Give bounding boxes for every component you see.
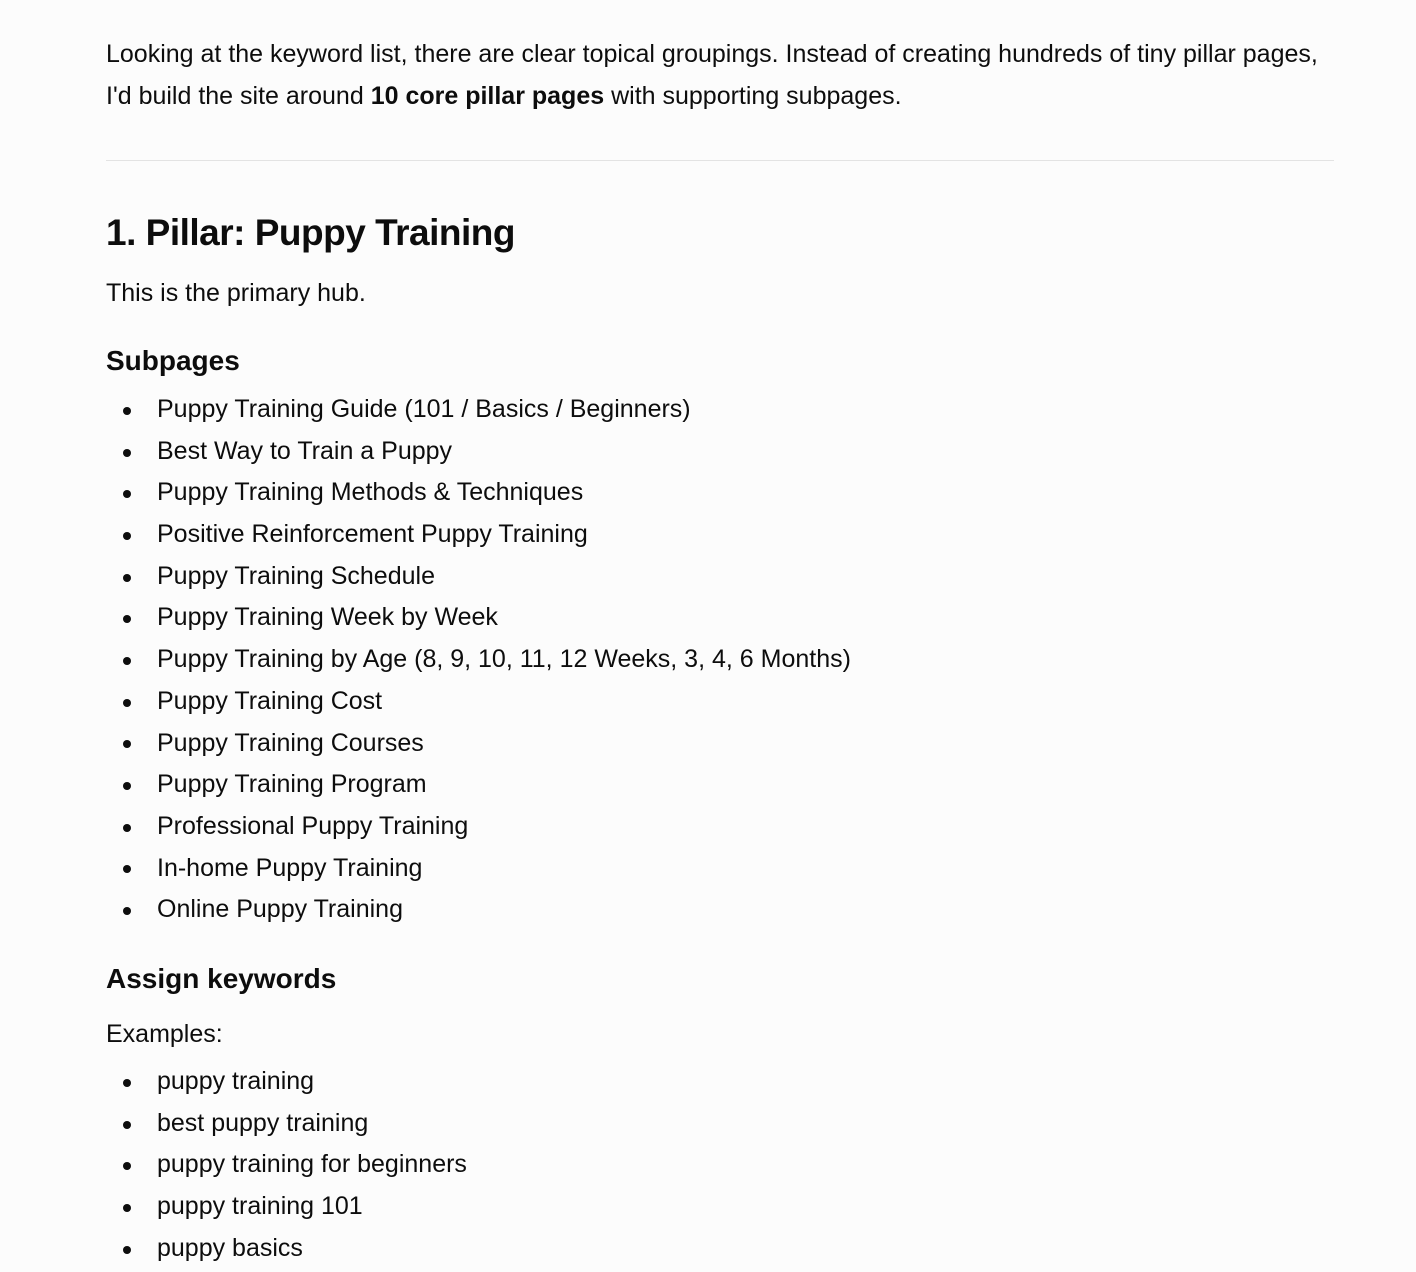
subpage-item [106,723,851,765]
intro-bold-text: 10 core pillar pages [370,82,605,110]
bullet-icon [123,1204,131,1212]
bullet-icon [123,824,131,832]
subpage-item [106,597,851,639]
pillar-description: This is the primary hub. [106,279,366,307]
subpage-item-label: Puppy Training Program [157,770,427,799]
keywords-list [106,1061,467,1269]
subpage-item [106,889,851,931]
bullet-icon [123,1246,131,1254]
bullet-icon [123,782,131,790]
bullet-icon [123,1162,131,1170]
keyword-item [106,1061,467,1103]
bullet-icon [123,490,131,498]
subpage-item-label: In-home Puppy Training [157,853,423,882]
subpage-item [106,639,851,681]
bullet-icon [123,615,131,623]
keyword-item-label: puppy training 101 [157,1192,363,1221]
intro-text-end: with supporting subpages. [604,82,902,110]
subpage-item-label: Professional Puppy Training [157,811,469,840]
subpage-item-label: Puppy Training Week by Week [157,603,498,632]
subpage-item-label: Puppy Training Schedule [157,561,435,590]
subpage-item-label: Puppy Training Methods & Techniques [157,478,584,507]
assign-keywords-heading: Assign keywords [106,963,337,994]
section-divider [106,160,1334,161]
subpage-item-label: Puppy Training Cost [157,686,383,715]
bullet-icon [123,1121,131,1129]
bullet-icon [123,699,131,707]
bullet-icon [123,865,131,873]
bullet-icon [123,574,131,582]
bullet-icon [123,657,131,665]
examples-label: Examples: [106,1020,223,1048]
subpage-item [106,472,851,514]
bullet-icon [123,907,131,915]
keyword-item [106,1186,467,1228]
bullet-icon [123,740,131,748]
subpage-item-label: Puppy Training Guide (101 / Basics / Beginners) [157,395,691,423]
bullet-icon [123,407,131,415]
subpage-item [106,556,851,598]
subpages-heading: Subpages [106,345,240,376]
keyword-item [106,1228,467,1270]
subpage-item [106,389,851,431]
subpages-list [106,389,851,931]
subpage-item [106,848,851,890]
subpage-item-label: Puppy Training Courses [157,728,424,757]
keyword-item [106,1103,467,1145]
keyword-item [106,1144,467,1186]
bullet-icon [123,449,131,457]
bullet-icon [123,1079,131,1087]
pillar-heading: 1. Pillar: Puppy Training [106,212,515,253]
keyword-item-label: puppy training for beginners [157,1150,467,1179]
subpage-item [106,514,851,556]
subpage-item-label: Best Way to Train a Puppy [157,436,453,465]
intro-text-start: Looking at the keyword list, there are clear topical groupings. Instead of creating hundreds of tiny pillar pages, I'd build the site around [106,40,1318,110]
bullet-icon [123,532,131,540]
keyword-item-label: puppy training [157,1067,315,1095]
subpage-item [106,681,851,723]
subpage-item-label: Positive Reinforcement Puppy Training [157,520,588,549]
subpage-item [106,431,851,473]
subpage-item [106,764,851,806]
intro-paragraph [106,33,1334,117]
keyword-item-label: puppy basics [157,1233,303,1262]
subpage-item [106,806,851,848]
subpage-item-label: Online Puppy Training [157,895,403,924]
subpage-item-label: Puppy Training by Age (8, 9, 10, 11, 12 Weeks, 3, 4, 6 Months) [157,645,851,674]
keyword-item-label: best puppy training [157,1108,369,1137]
